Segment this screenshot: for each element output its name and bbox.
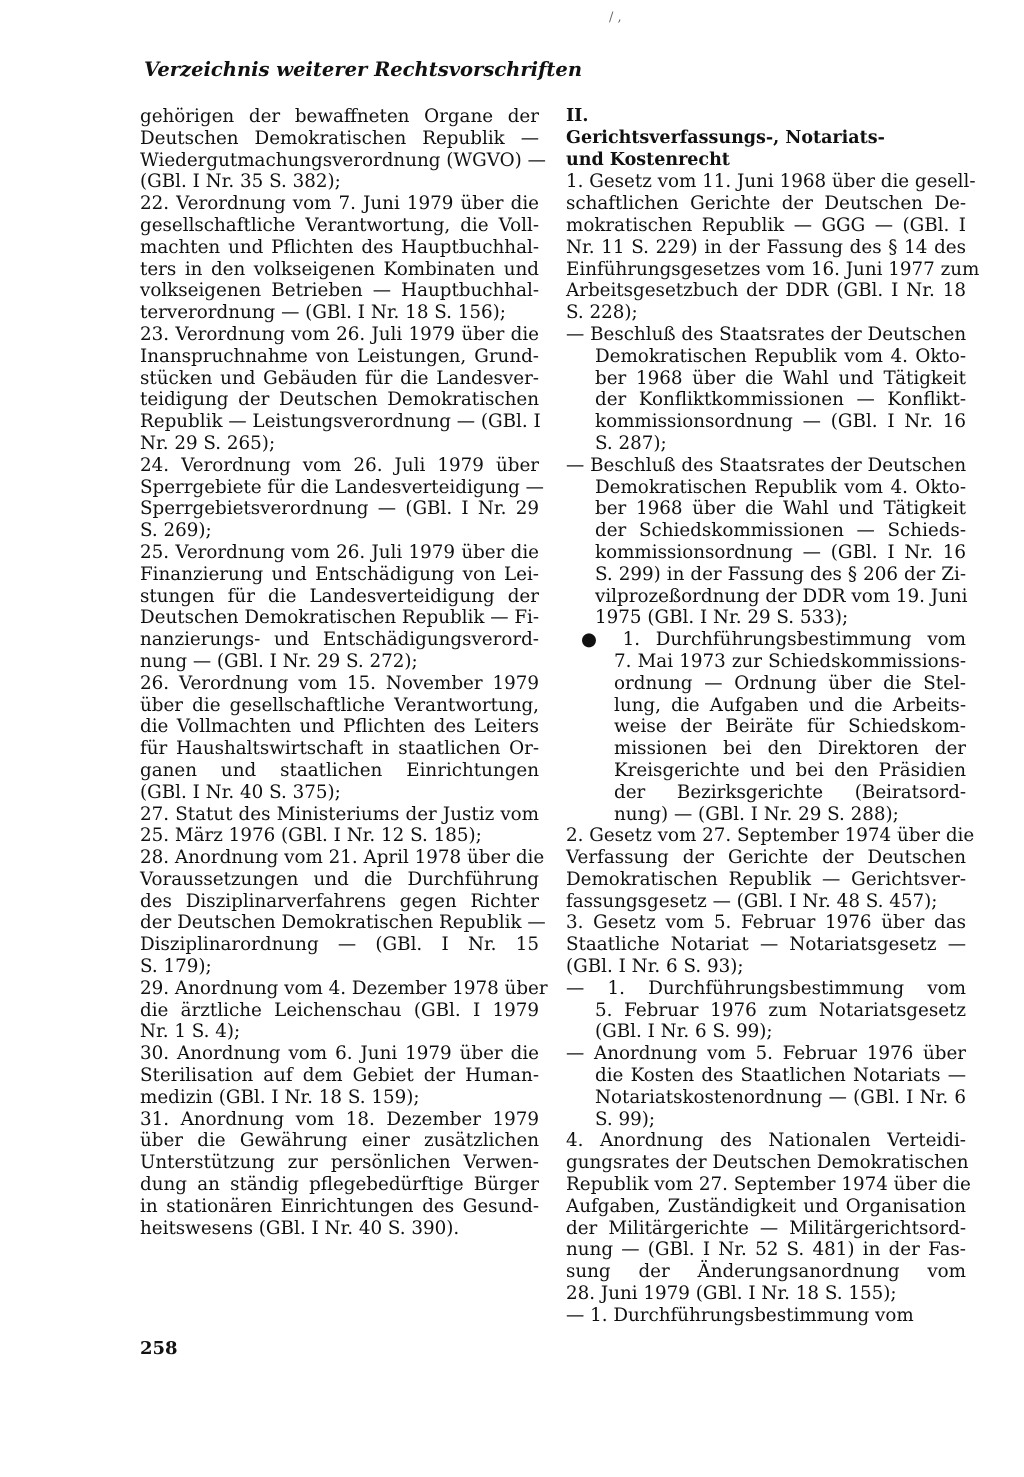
right-entry [566,455,966,629]
section-heading [566,106,966,171]
text-line: dung an ständig pflegebedürftige Bürger [140,1174,539,1196]
text-line: die ärztliche Leichenschau (GBl. I 1979 [140,999,539,1021]
text-line: Verfassung der Gerichte der Deutschen [566,847,966,869]
text-line: S. 179); [140,956,212,978]
text-line: schaftlichen Gerichte der Deutschen De- [566,193,966,215]
text-line: Sperrgebietsverordnung — (GBl. I Nr. 29 [140,498,539,520]
text-line: nung — (GBl. I Nr. 29 S. 272); [140,650,418,672]
text-line: Demokratischen Republik vom 4. Okto- [595,476,966,498]
text-line: ordnung — Ordnung über die Stel- [614,672,966,694]
text-line: kommissionsordnung — (GBl. I Nr. 16 [595,541,966,563]
text-line: der Konfliktkommissionen — Konflikt- [595,389,966,411]
running-head: Verzeichnis weiterer Rechtsvorschriften [144,58,583,81]
text-line: in stationären Einrichtungen des Gesund- [140,1195,539,1217]
left-entry [140,847,546,978]
text-line: Disziplinarordnung — (GBl. I Nr. 15 [140,934,539,956]
text-line: terverordnung — (GBl. I Nr. 18 S. 156); [140,302,506,324]
text-line: der Militärgerichte — Militärgerichtsord- [566,1217,966,1239]
text-line: S. 287); [595,432,667,454]
text-line: Einführungsgesetzes vom 16. Juni 1977 zum [566,258,980,280]
text-line: Notariatskostenordnung — (GBl. I Nr. 6 [595,1086,966,1108]
right-entry [566,629,966,825]
text-line: Demokratischen Republik — Gerichtsver- [566,868,966,890]
text-line: die Vollmachten und Pflichten des Leiters [140,716,539,738]
text-line: 29. Anordnung vom 4. Dezember 1978 über [140,977,548,999]
text-line: Voraussetzungen und die Durchführung [140,868,539,890]
text-line: über die Gewährung einer zusätzlichen [140,1130,539,1152]
text-line: gehörigen der bewaffneten Organe der [140,106,539,127]
text-line: nung — (GBl. I Nr. 52 S. 481) in der Fas- [566,1239,966,1261]
text-line: S. 299) in der Fassung des § 206 der Zi- [595,563,966,585]
text-line: Nr. 11 S. 229) in der Fassung des § 14 des [566,236,966,258]
text-line: 4. Anordnung des Nationalen Verteidi- [566,1130,966,1152]
text-line: Demokratischen Republik vom 4. Okto- [595,345,966,367]
text-line: 26. Verordnung vom 15. November 1979 [140,672,539,694]
text-line: ● 1. Durchführungsbestimmung vom [581,629,966,651]
left-entry [140,106,546,193]
right-entry [566,1043,966,1130]
text-line: die Kosten des Staatlichen Notariats — [595,1065,966,1087]
right-entry [566,912,966,977]
right-entry [566,978,966,1043]
text-line: Nr. 29 S. 265); [140,432,276,454]
text-line: — Beschluß des Staatsrates der Deutschen [566,454,967,476]
section-title-line: Gerichtsverfassungs-, Notariats- [566,127,885,148]
text-line: der Deutschen Demokratischen Republik — [140,912,546,934]
text-line: kommissionsordnung — (GBl. I Nr. 16 [595,411,966,433]
text-line: 1975 (GBl. I Nr. 29 S. 533); [595,607,849,629]
text-line: Finanzierung und Entschädigung von Lei- [140,563,539,585]
left-entry [140,454,544,542]
text-line: 25. März 1976 (GBl. I Nr. 12 S. 185); [140,825,482,847]
text-line: volkseigenen Betrieben — Hauptbuchhal- [140,280,539,302]
text-line: Unterstützung zur persönlichen Verwen- [140,1152,539,1174]
text-line: Staatliche Notariat — Notariatsgesetz — [566,934,966,956]
text-line: 28. Juni 1979 (GBl. I Nr. 18 S. 155); [566,1283,897,1305]
text-line: ganen und staatlichen Einrichtungen [140,759,539,781]
text-line: mokratischen Republik — GGG — (GBl. I [566,214,966,236]
text-line: S. 99); [595,1108,656,1130]
text-line: S. 269); [140,520,212,542]
text-line: über die gesellschaftliche Verantwortung, [140,694,539,716]
right-column-entries [566,171,980,1326]
text-line: Deutschen Demokratischen Republik — [140,127,539,149]
text-line: (GBl. I Nr. 35 S. 382); [140,171,341,193]
text-line: Republik — Leistungsverordnung — (GBl. I [140,411,541,433]
left-entry [140,673,539,804]
text-line: Sterilisation auf dem Gebiet der Human- [140,1065,539,1087]
page-mark: / , [609,10,622,25]
text-line: ber 1968 über die Wahl und Tätigkeit [595,498,966,520]
text-line: 24. Verordnung vom 26. Juli 1979 über [140,454,539,476]
text-line: 7. Mai 1973 zur Schiedskommissions- [614,650,966,672]
text-line: für Haushaltswirtschaft in staatlichen Or- [140,738,539,760]
text-line: — Anordnung vom 5. Februar 1976 über [566,1043,966,1065]
text-line: der Bezirksgerichte (Beiratsord- [614,781,966,803]
right-entry [566,171,980,324]
left-entry [140,542,539,673]
text-line: Republik vom 27. September 1974 über die [566,1174,971,1196]
text-line: teidigung der Deutschen Demokratischen [140,389,539,411]
text-line: fassungsgesetz — (GBl. I Nr. 48 S. 457); [566,890,938,912]
text-line: des Disziplinarverfahrens gegen Richter [140,890,539,912]
left-column [140,106,548,1239]
text-line: S. 228); [566,302,638,324]
text-line: 25. Verordnung vom 26. Juli 1979 über die [140,541,539,563]
right-entry [566,825,975,912]
text-line: 27. Statut des Ministeriums der Justiz vom [140,803,539,825]
text-line: Arbeitsgesetzbuch der DDR (GBl. I Nr. 18 [566,280,966,302]
text-line: ber 1968 über die Wahl und Tätigkeit [595,367,966,389]
section-title-line: und Kostenrecht [566,149,730,170]
text-line: stungen für die Landesverteidigung der [140,585,539,607]
text-line: — Beschluß des Staatsrates der Deutschen [566,323,967,345]
text-line: 1. Gesetz vom 11. Juni 1968 über die gesell- [566,171,976,193]
text-line: 5. Februar 1976 zum Notariatsgesetz [595,999,966,1021]
text-line: (GBl. I Nr. 40 S. 375); [140,781,341,803]
text-line: sung der Änderungsanordnung vom [566,1261,966,1283]
text-line: gesellschaftliche Verantwortung, die Voll- [140,214,539,236]
text-line: medizin (GBl. I Nr. 18 S. 159); [140,1086,420,1108]
text-line: missionen bei den Direktoren der [614,738,966,760]
right-entry [566,1305,966,1327]
left-entry [140,804,539,848]
text-line: Inanspruchnahme von Leistungen, Grund- [140,345,539,367]
text-line: 31. Anordnung vom 18. Dezember 1979 [140,1108,539,1130]
text-line: 30. Anordnung vom 6. Juni 1979 über die [140,1043,539,1065]
text-line: — 1. Durchführungsbestimmung vom [566,977,966,999]
right-entry [566,324,966,455]
text-line: (GBl. I Nr. 6 S. 93); [566,956,744,978]
left-entry [140,977,548,1043]
text-line: 22. Verordnung vom 7. Juni 1979 über die [140,193,539,215]
text-line: Deutschen Demokratischen Republik — Fi- [140,607,540,629]
text-line: weise der Beiräte für Schiedskom- [614,716,966,738]
text-line: — 1. Durchführungsbestimmung vom [566,1304,914,1326]
left-entry [140,1109,539,1240]
text-line: 3. Gesetz vom 5. Februar 1976 über das [566,912,966,934]
text-line: stücken und Gebäuden für die Landesver- [140,367,539,389]
text-line: Wiedergutmachungsverordnung (WGVO) — [140,149,546,171]
text-line: nanzierungs- und Entschädigungsverord- [140,629,539,651]
right-entry [566,1130,971,1305]
text-line: 2. Gesetz vom 27. September 1974 über die [566,825,975,847]
right-column [566,106,980,1327]
text-line: heitswesens (GBl. I Nr. 40 S. 390). [140,1217,460,1239]
text-line: 23. Verordnung vom 26. Juli 1979 über die [140,323,539,345]
text-line: Kreisgerichte und bei den Präsidien [614,759,966,781]
text-line: ters in den volkseigenen Kombinaten und [140,258,539,280]
left-entry [140,324,539,455]
left-entry [140,193,539,324]
text-line: lung, die Aufgaben und die Arbeits- [614,694,966,716]
text-line: der Schiedskommissionen — Schieds- [595,520,966,542]
section-number: II. [566,106,589,126]
text-line: (GBl. I Nr. 6 S. 99); [595,1021,773,1043]
text-line: nung) — (GBl. I Nr. 29 S. 288); [614,803,899,825]
text-line: 28. Anordnung vom 21. April 1978 über die [140,847,545,869]
text-line: Nr. 1 S. 4); [140,1021,241,1043]
text-line: gungsrates der Deutschen Demokratischen [566,1152,969,1174]
text-line: Sperrgebiete für die Landesverteidigung — [140,476,544,498]
text-line: vilprozeßordnung der DDR vom 19. Juni [595,585,968,607]
page-number: 258 [140,1338,178,1359]
left-entry [140,1043,539,1108]
text-line: machten und Pflichten des Hauptbuchhal- [140,236,539,258]
text-line: Aufgaben, Zuständigkeit und Organisation [566,1195,966,1217]
